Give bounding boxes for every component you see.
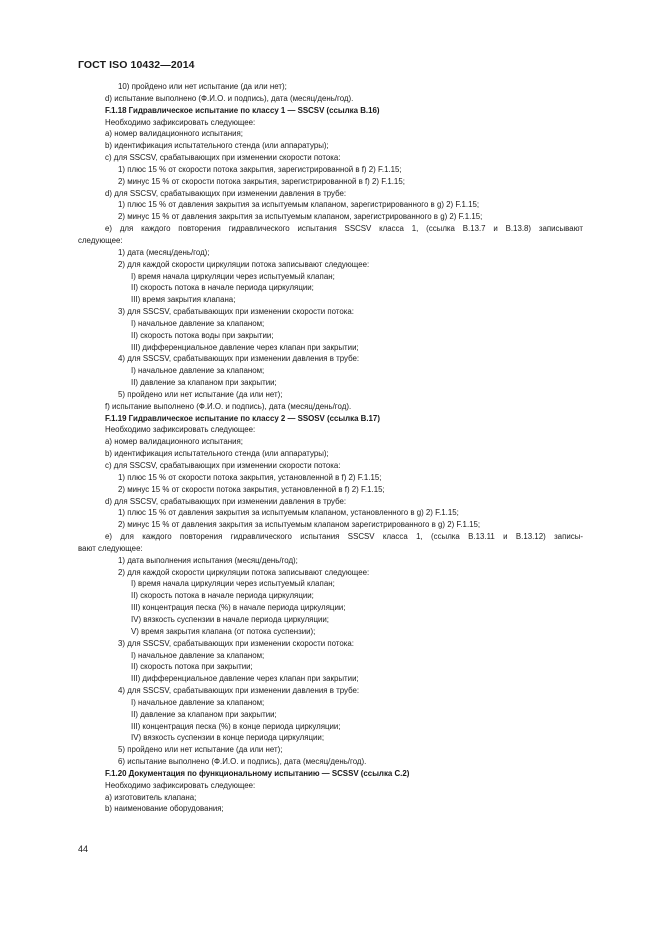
text-line: e) для каждого повторения гидравлического испытания SSCSV класса 1, (ссылка В.13.7 и В.13.8) записывают bbox=[105, 224, 583, 234]
text-line: 4) для SSCSV, срабатывающих при изменении давления в трубе: bbox=[118, 354, 360, 364]
text-line: 4) для SSCSV, срабатывающих при изменении давления в трубе: bbox=[118, 686, 360, 696]
text-line: II) скорость потока в начале периода циркуляции; bbox=[131, 283, 314, 293]
text-line: 5) пройдено или нет испытание (да или нет); bbox=[118, 389, 283, 399]
text-line: 1) плюс 15 % от скорости потока закрытия, установленной в f) 2) F.1.15; bbox=[118, 472, 382, 482]
text-line: 1) плюс 15 % от давления закрытия за испытуемым клапаном, установленного в g) 2) F.1.15; bbox=[118, 508, 459, 518]
text-line: b) идентификация испытательного стенда (или аппаратуры); bbox=[105, 141, 329, 151]
text-line: 1) дата (месяц/день/год); bbox=[118, 247, 210, 257]
text-line: b) наименование оборудования; bbox=[105, 804, 224, 814]
text-line: e) для каждого повторения гидравлического испытания SSCSV класса 1, (ссылка В.13.11 и В.13.12) записы- bbox=[105, 532, 583, 542]
text-line: V) время закрытия клапана (от потока суспензии); bbox=[131, 626, 316, 636]
text-line: 10) пройдено или нет испытание (да или нет); bbox=[118, 82, 287, 91]
text-line: 1) дата выполнения испытания (месяц/день/год); bbox=[118, 555, 298, 565]
text-line: 2) для каждой скорости циркуляции потока записывают следующее: bbox=[118, 567, 370, 577]
text-line: III) время закрытия клапана; bbox=[131, 295, 236, 305]
text-line: a) изготовитель клапана; bbox=[105, 792, 197, 802]
text-line: 3) для SSCSV, срабатывающих при изменении скорости потока: bbox=[118, 638, 354, 648]
text-line: d) для SSCSV, срабатывающих при изменении давления в трубе: bbox=[105, 496, 347, 506]
text-line: II) давление за клапаном при закрытии; bbox=[131, 378, 277, 388]
text-line: a) номер валидационного испытания; bbox=[105, 437, 243, 447]
section-heading: F.1.19 Гидравлическое испытание по классу 2 — SSOSV (ссылка В.17) bbox=[105, 413, 380, 423]
text-line: d) для SSCSV, срабатывающих при изменении давления в трубе: bbox=[105, 188, 347, 198]
text-line: Необходимо зафиксировать следующее: bbox=[105, 780, 256, 790]
text-line: II) давление за клапаном при закрытии; bbox=[131, 709, 277, 719]
text-line: 2) минус 15 % от давления закрытия за испытуемым клапаном зарегистрированного в g) 2) F.1.15; bbox=[118, 520, 481, 530]
text-line: 2) минус 15 % от давления закрытия за испытуемым клапаном, зарегистрированного в g) 2) F.1.15; bbox=[118, 212, 483, 222]
text-line: d) испытание выполнено (Ф.И.О. и подпись), дата (месяц/день/год). bbox=[105, 93, 354, 103]
text-line: I) время начала циркуляции через испытуемый клапан; bbox=[131, 271, 335, 281]
text-line: III) дифференциальное давление через клапан при закрытии; bbox=[131, 674, 359, 684]
text-line: c) для SSCSV, срабатывающих при изменении скорости потока: bbox=[105, 461, 341, 470]
text-line: III) дифференциальное давление через клапан при закрытии; bbox=[131, 342, 359, 352]
text-line: IV) вязкость суспензии в конце периода циркуляции; bbox=[131, 733, 325, 743]
text-line: 2) для каждой скорости циркуляции потока записывают следующее: bbox=[118, 259, 370, 269]
text-line: 2) минус 15 % от скорости потока закрытия, зарегистрированной в f) 2) F.1.15; bbox=[118, 176, 405, 186]
text-line: a) номер валидационного испытания; bbox=[105, 129, 243, 139]
text-line: следующее: bbox=[78, 235, 123, 245]
text-line: 2) минус 15 % от скорости потока закрытия, установленной в f) 2) F.1.15; bbox=[118, 484, 385, 494]
section-heading: F.1.20 Документация по функциональному испытанию — SCSSV (ссылка С.2) bbox=[105, 768, 410, 778]
text-line: c) для SSCSV, срабатывающих при изменении скорости потока: bbox=[105, 153, 341, 163]
text-line: III) концентрация песка (%) в начале периода циркуляции; bbox=[131, 603, 346, 613]
text-line: 1) плюс 15 % от давления закрытия за испытуемым клапаном, зарегистрированного в g) 2) F.1.15; bbox=[118, 200, 480, 210]
text-line: I) время начала циркуляции через испытуемый клапан; bbox=[131, 579, 335, 589]
text-line: III) концентрация песка (%) в конце периода циркуляции; bbox=[131, 721, 341, 731]
text-line: II) скорость потока в начале периода циркуляции; bbox=[131, 591, 314, 601]
text-line: b) идентификация испытательного стенда (или аппаратуры); bbox=[105, 449, 329, 459]
text-line: 6) испытание выполнено (Ф.И.О. и подпись), дата (месяц/день/год). bbox=[118, 757, 367, 767]
page-number: 44 bbox=[78, 844, 89, 854]
text-line: I) начальное давление за клапаном; bbox=[131, 318, 265, 328]
text-line: вают следующее: bbox=[78, 543, 143, 553]
document-body bbox=[78, 81, 583, 815]
text-line: I) начальное давление за клапаном; bbox=[131, 650, 265, 660]
text-line: 5) пройдено или нет испытание (да или нет); bbox=[118, 745, 283, 755]
text-line: f) испытание выполнено (Ф.И.О. и подпись), дата (месяц/день/год). bbox=[105, 401, 352, 411]
text-line: Необходимо зафиксировать следующее: bbox=[105, 425, 256, 435]
text-line: IV) вязкость суспензии в начале периода циркуляции; bbox=[131, 614, 329, 624]
text-line: II) скорость потока воды при закрытии; bbox=[131, 330, 274, 340]
text-line: 3) для SSCSV, срабатывающих при изменении скорости потока: bbox=[118, 307, 354, 317]
text-line: II) скорость потока при закрытии; bbox=[131, 662, 253, 672]
text-line: I) начальное давление за клапаном; bbox=[131, 366, 265, 376]
document-header: ГОСТ ISO 10432—2014 bbox=[78, 59, 195, 71]
text-line: Необходимо зафиксировать следующее: bbox=[105, 117, 256, 127]
text-line: I) начальное давление за клапаном; bbox=[131, 697, 265, 707]
text-line: 1) плюс 15 % от скорости потока закрытия, зарегистрированной в f) 2) F.1.15; bbox=[118, 164, 402, 174]
section-heading: F.1.18 Гидравлическое испытание по классу 1 — SSCSV (ссылка В.16) bbox=[105, 105, 380, 115]
